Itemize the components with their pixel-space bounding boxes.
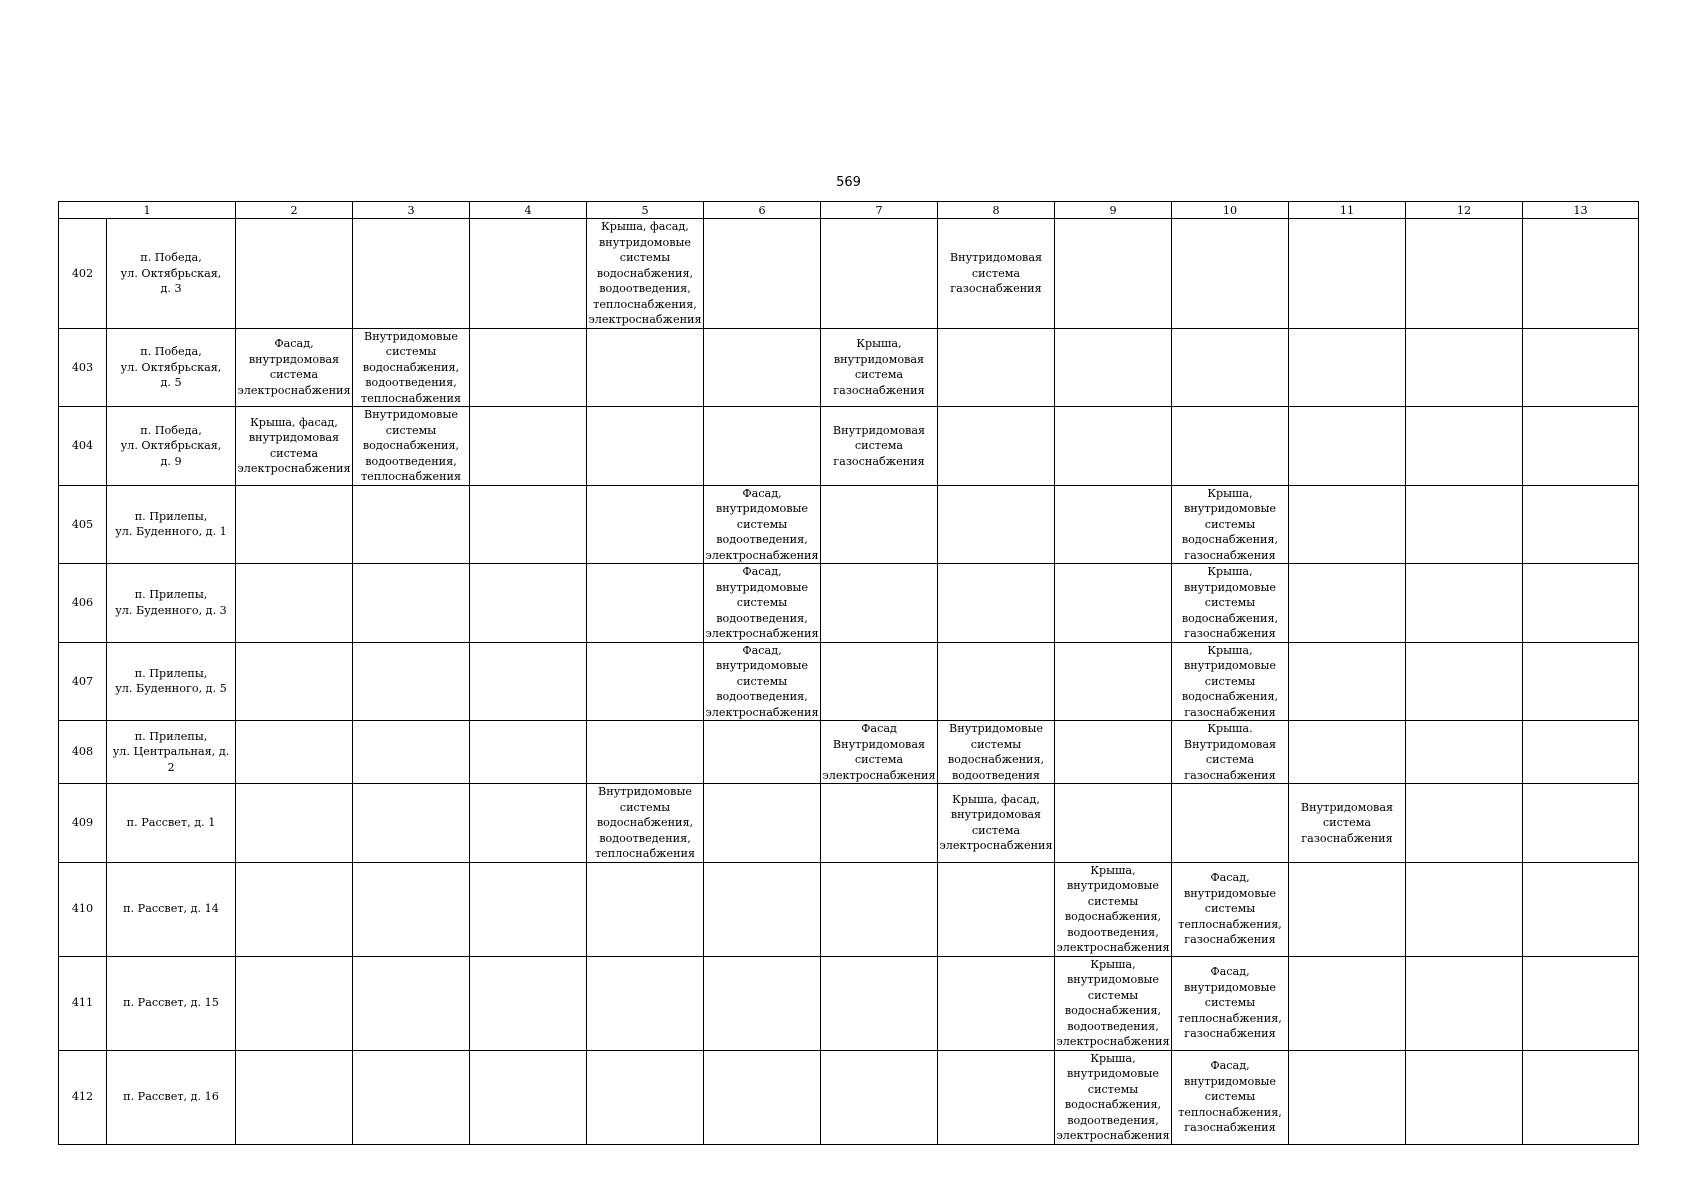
column-header: 11 (1289, 202, 1406, 219)
work-cell-col-11 (1289, 328, 1406, 407)
table-row (59, 784, 1639, 863)
work-cell-col-9: Крыша, внутридомовые системы водоснабжения, водоотведения, электроснабжения (1056, 1051, 1170, 1142)
work-cell-col-3 (353, 219, 470, 329)
column-header: 13 (1523, 202, 1639, 219)
work-cell-col-6 (704, 1050, 821, 1144)
work-cell-col-2: Фасад, внутридомовая система электроснабжения (236, 328, 353, 407)
work-cell-col-10: Крыша. Внутридомовая система газоснабжения (1172, 721, 1289, 784)
work-cell-col-12 (1406, 485, 1523, 564)
work-cell-col-7: Фасад Внутридомовая система электроснабжения (822, 722, 936, 782)
column-header: 8 (938, 202, 1055, 219)
table-row (59, 328, 1639, 407)
work-cell-col-2 (236, 1050, 353, 1144)
address-cell: п. Рассвет, д. 15 (107, 956, 236, 1050)
address-cell: п. Прилепы, ул. Буденного, д. 3 (107, 564, 236, 643)
address-cell: п. Рассвет, д. 14 (107, 862, 236, 956)
work-cell-col-8: Внутридомовая система газоснабжения (938, 219, 1055, 329)
work-cell-col-5: Крыша, фасад, внутридомовые системы водоснабжения, водоотведения, теплоснабжения, электроснабжения (588, 220, 702, 326)
table-body (59, 219, 1639, 1145)
page-number: 569 (836, 175, 861, 190)
work-cell-col-7 (821, 1050, 938, 1144)
work-cell-col-7: Крыша, внутридомовая система газоснабжения (821, 328, 938, 407)
work-cell-col-5 (587, 485, 704, 564)
work-cell-col-5 (587, 721, 704, 784)
work-cell-col-8 (938, 564, 1055, 643)
work-cell-col-2: Крыша, фасад, внутридомовая система электроснабжения (236, 407, 353, 486)
work-cell-col-8 (938, 485, 1055, 564)
address-cell: п. Рассвет, д. 1 (107, 784, 236, 863)
column-header: 2 (236, 202, 353, 219)
work-cell-col-3 (353, 956, 470, 1050)
work-cell-col-7 (821, 485, 938, 564)
work-cell-col-4 (470, 219, 587, 329)
work-cell-col-8 (938, 862, 1055, 956)
work-cell-col-5 (587, 407, 704, 486)
work-cell-col-3 (353, 721, 470, 784)
work-cell-col-12 (1406, 407, 1523, 486)
work-cell-col-7 (821, 219, 938, 329)
work-cell-col-10: Крыша, внутридомовые системы водоснабжения, газоснабжения (1172, 485, 1289, 564)
work-cell-col-9 (1055, 784, 1172, 863)
work-cell-col-9 (1055, 219, 1172, 329)
work-cell-col-11 (1289, 219, 1406, 329)
address-cell: п. Прилепы, ул. Буденного, д. 1 (107, 485, 236, 564)
work-cell-col-10 (1172, 407, 1289, 486)
work-cell-col-12 (1406, 1050, 1523, 1144)
work-cell-col-4 (470, 784, 587, 863)
address-cell: п. Победа, ул. Октябрьская, д. 5 (107, 328, 236, 407)
work-cell-col-5 (587, 1050, 704, 1144)
work-cell-col-4 (470, 642, 587, 721)
work-cell-col-4 (470, 485, 587, 564)
address-cell: п. Рассвет, д. 16 (107, 1050, 236, 1144)
work-cell-col-10: Фасад, внутридомовые системы теплоснабжения, газоснабжения (1172, 862, 1289, 956)
work-cell-col-10: Крыша, внутридомовые системы водоснабжения, газоснабжения (1172, 642, 1289, 721)
work-cell-col-11: Внутридомовая система газоснабжения (1289, 784, 1406, 863)
work-cell-col-13 (1523, 784, 1639, 863)
work-cell-col-8 (938, 1050, 1055, 1144)
work-cell-col-8: Крыша, фасад, внутридомовая система электроснабжения (938, 784, 1055, 863)
work-cell-col-9 (1055, 564, 1172, 643)
work-cell-col-13 (1523, 485, 1639, 564)
row-number-cell: 411 (59, 956, 107, 1050)
work-cell-col-11 (1289, 642, 1406, 721)
work-cell-col-5 (587, 564, 704, 643)
work-cell-col-10: Фасад, внутридомовые системы теплоснабжения, газоснабжения (1172, 1050, 1289, 1144)
work-cell-col-13 (1523, 642, 1639, 721)
work-cell-col-9 (1055, 642, 1172, 721)
work-cell-col-4 (470, 564, 587, 643)
work-cell-col-4 (470, 956, 587, 1050)
work-cell-col-9: Крыша, внутридомовые системы водоснабжения, водоотведения, электроснабжения (1056, 863, 1170, 954)
work-cell-col-4 (470, 407, 587, 486)
work-cell-col-4 (470, 328, 587, 407)
work-cell-col-12 (1406, 956, 1523, 1050)
work-cell-col-6 (704, 407, 821, 486)
work-cell-col-3 (353, 1050, 470, 1144)
work-cell-col-13 (1523, 407, 1639, 486)
table-row (59, 407, 1639, 486)
work-cell-col-10: Фасад, внутридомовые системы теплоснабжения, газоснабжения (1172, 956, 1289, 1050)
work-cell-col-5 (587, 956, 704, 1050)
row-number-cell: 406 (59, 564, 107, 643)
address-cell: п. Прилепы, ул. Центральная, д. 2 (107, 721, 236, 784)
address-cell: п. Победа, ул. Октябрьская, д. 9 (107, 407, 236, 486)
table-row (59, 564, 1639, 643)
work-cell-col-12 (1406, 721, 1523, 784)
work-cell-col-11 (1289, 407, 1406, 486)
work-cell-col-9 (1055, 485, 1172, 564)
table-row (59, 485, 1639, 564)
work-cell-col-5 (587, 642, 704, 721)
work-cell-col-11 (1289, 862, 1406, 956)
column-header: 6 (704, 202, 821, 219)
work-cell-col-3 (353, 564, 470, 643)
work-cell-col-6 (704, 784, 821, 863)
work-cell-col-7 (821, 862, 938, 956)
work-cell-col-8: Внутридомовые системы водоснабжения, водоотведения (938, 721, 1055, 784)
work-cell-col-3: Внутридомовые системы водоснабжения, водоотведения, теплоснабжения (353, 407, 470, 486)
work-cell-col-9 (1055, 328, 1172, 407)
work-cell-col-3: Внутридомовые системы водоснабжения, водоотведения, теплоснабжения (353, 328, 470, 407)
work-cell-col-2 (236, 784, 353, 863)
work-cell-col-6 (704, 956, 821, 1050)
work-cell-col-8 (938, 956, 1055, 1050)
table-row (59, 956, 1639, 1050)
column-header: 4 (470, 202, 587, 219)
work-cell-col-5: Внутридомовые системы водоснабжения, водоотведения, теплоснабжения (587, 784, 704, 863)
work-cell-col-12 (1406, 564, 1523, 643)
work-cell-col-11 (1289, 956, 1406, 1050)
work-cell-col-2 (236, 862, 353, 956)
work-cell-col-6: Фасад, внутридомовые системы водоотведения, электроснабжения (705, 643, 819, 719)
work-cell-col-5 (587, 862, 704, 956)
work-cell-col-4 (470, 862, 587, 956)
work-cell-col-13 (1523, 721, 1639, 784)
work-cell-col-7 (821, 956, 938, 1050)
work-cell-col-5 (587, 328, 704, 407)
table-row (59, 219, 1639, 329)
work-cell-col-8 (938, 407, 1055, 486)
repair-schedule-table (58, 201, 1639, 1145)
work-cell-col-7: Внутридомовая система газоснабжения (821, 407, 938, 486)
work-cell-col-12 (1406, 642, 1523, 721)
work-cell-col-6 (704, 721, 821, 784)
work-cell-col-6 (704, 219, 821, 329)
work-cell-col-13 (1523, 956, 1639, 1050)
work-cell-col-13 (1523, 219, 1639, 329)
row-number-cell: 405 (59, 485, 107, 564)
column-header: 9 (1055, 202, 1172, 219)
work-cell-col-7 (821, 784, 938, 863)
work-cell-col-3 (353, 485, 470, 564)
work-cell-col-3 (353, 642, 470, 721)
work-cell-col-13 (1523, 564, 1639, 643)
work-cell-col-2 (236, 642, 353, 721)
work-cell-col-13 (1523, 862, 1639, 956)
work-cell-col-8 (938, 642, 1055, 721)
column-header: 7 (821, 202, 938, 219)
work-cell-col-4 (470, 1050, 587, 1144)
address-cell: п. Победа, ул. Октябрьская, д. 3 (107, 219, 236, 329)
work-cell-col-3 (353, 784, 470, 863)
column-header: 3 (353, 202, 470, 219)
row-number-cell: 409 (59, 784, 107, 863)
work-cell-col-6 (704, 862, 821, 956)
work-cell-col-2 (236, 564, 353, 643)
work-cell-col-6: Фасад, внутридомовые системы водоотведения, электроснабжения (705, 486, 819, 562)
work-cell-col-11 (1289, 721, 1406, 784)
column-header: 5 (587, 202, 704, 219)
address-cell: п. Прилепы, ул. Буденного, д. 5 (107, 642, 236, 721)
work-cell-col-12 (1406, 784, 1523, 863)
work-cell-col-11 (1289, 485, 1406, 564)
row-number-cell: 407 (59, 642, 107, 721)
row-number-cell: 412 (59, 1050, 107, 1144)
work-cell-col-12 (1406, 862, 1523, 956)
work-cell-col-4 (470, 721, 587, 784)
column-header: 12 (1406, 202, 1523, 219)
work-cell-col-10 (1172, 219, 1289, 329)
row-number-cell: 403 (59, 328, 107, 407)
work-cell-col-12 (1406, 328, 1523, 407)
work-cell-col-13 (1523, 1050, 1639, 1144)
table-row (59, 862, 1639, 956)
work-cell-col-12 (1406, 219, 1523, 329)
work-cell-col-2 (236, 219, 353, 329)
work-cell-col-3 (353, 862, 470, 956)
work-cell-col-11 (1289, 564, 1406, 643)
work-cell-col-9: Крыша, внутридомовые системы водоснабжения, водоотведения, электроснабжения (1056, 957, 1170, 1048)
table-row (59, 1050, 1639, 1144)
row-number-cell: 402 (59, 219, 107, 329)
work-cell-col-2 (236, 485, 353, 564)
row-number-cell: 404 (59, 407, 107, 486)
table-row (59, 721, 1639, 784)
row-number-cell: 408 (59, 721, 107, 784)
column-header: 1 (59, 202, 236, 219)
work-cell-col-11 (1289, 1050, 1406, 1144)
work-cell-col-10: Крыша, внутридомовые системы водоснабжения, газоснабжения (1172, 564, 1289, 643)
work-cell-col-10 (1172, 784, 1289, 863)
work-cell-col-10 (1172, 328, 1289, 407)
work-cell-col-2 (236, 956, 353, 1050)
work-cell-col-9 (1055, 407, 1172, 486)
table-header (59, 202, 1639, 219)
work-cell-col-7 (821, 564, 938, 643)
work-cell-col-6: Фасад, внутридомовые системы водоотведения, электроснабжения (705, 565, 819, 640)
work-cell-col-2 (236, 721, 353, 784)
work-cell-col-7 (821, 642, 938, 721)
row-number-cell: 410 (59, 862, 107, 956)
table-row (59, 642, 1639, 721)
column-header: 10 (1172, 202, 1289, 219)
work-cell-col-6 (704, 328, 821, 407)
work-cell-col-8 (938, 328, 1055, 407)
work-cell-col-9 (1055, 721, 1172, 784)
work-cell-col-13 (1523, 328, 1639, 407)
